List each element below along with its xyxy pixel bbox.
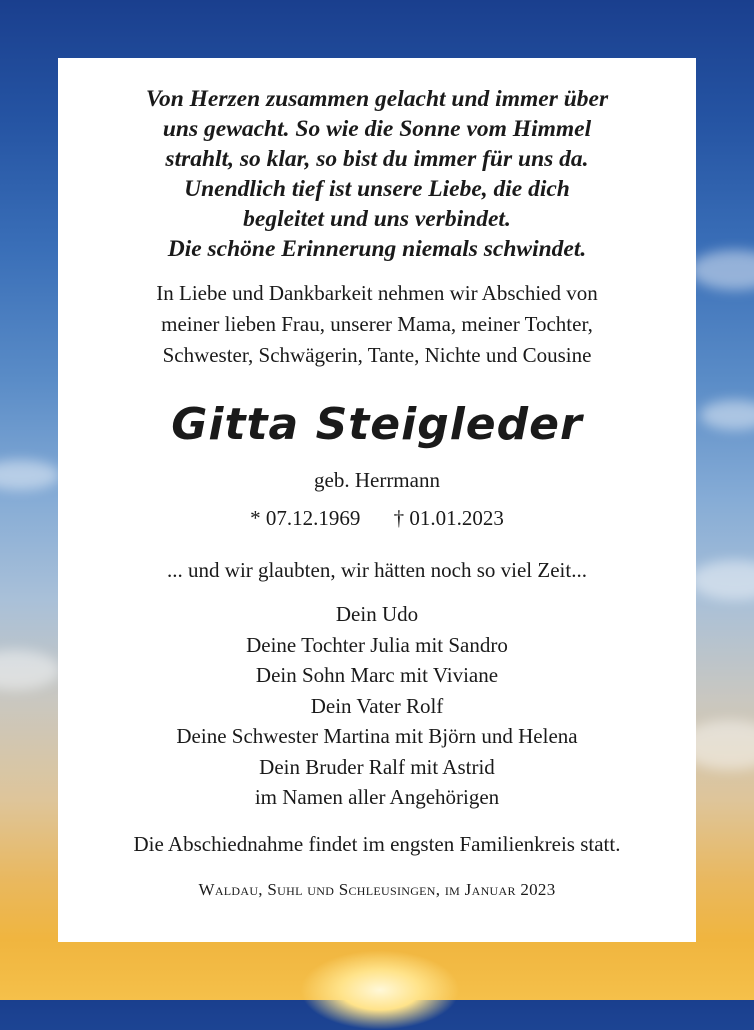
obituary-card [58, 58, 696, 942]
farewell-note: Die Abschiednahme findet im engsten Familienkreis statt. [133, 831, 621, 856]
sun [300, 950, 460, 1030]
poem-line: Unendlich tief ist unsere Liebe, die dich [184, 176, 570, 202]
mourner: im Namen aller Angehörigen [254, 785, 500, 809]
death-date: † 01.01.2023 [393, 506, 504, 530]
poem-line: Die schöne Erinnerung niemals schwindet. [167, 236, 587, 262]
cloud [700, 400, 754, 430]
mourners-list [58, 599, 696, 813]
intro-line: meiner lieben Frau, unserer Mama, meiner Tochter, [161, 312, 593, 336]
poem-line: begleitet und uns verbindet. [243, 206, 511, 232]
cloud [690, 250, 754, 290]
intro-line: In Liebe und Dankbarkeit nehmen wir Abschied von [156, 281, 598, 305]
mourner: Dein Bruder Ralf mit Astrid [259, 754, 495, 779]
place-and-date: Waldau, Suhl und Schleusingen, im Januar 2023 [198, 879, 556, 899]
quote: ... und wir glaubten, wir hätten noch so viel Zeit... [167, 558, 587, 582]
poem-line: Von Herzen zusammen gelacht und immer über [145, 86, 609, 112]
mourner: Dein Udo [335, 602, 419, 626]
poem-line: strahlt, so klar, so bist du immer für uns da. [165, 146, 589, 172]
cloud [0, 460, 60, 490]
life-dates [58, 503, 696, 533]
poem-line: uns gewacht. So wie die Sonne vom Himmel [162, 116, 592, 142]
intro-text [58, 278, 696, 371]
birth-date: * 07.12.1969 [250, 506, 361, 530]
cloud [690, 560, 754, 600]
mourner: Deine Tochter Julia mit Sandro [246, 632, 508, 657]
birth-name: geb. Herrmann [314, 468, 440, 492]
mourner: Deine Schwester Martina mit Björn und Helena [176, 724, 578, 748]
cloud [0, 650, 60, 690]
mourner: Dein Vater Rolf [310, 693, 444, 718]
deceased-name: Gitta Steigleder [171, 399, 583, 450]
poem [58, 84, 696, 264]
mourner: Dein Sohn Marc mit Viviane [255, 663, 499, 687]
intro-line: Schwester, Schwägerin, Tante, Nichte und Cousine [162, 343, 592, 367]
